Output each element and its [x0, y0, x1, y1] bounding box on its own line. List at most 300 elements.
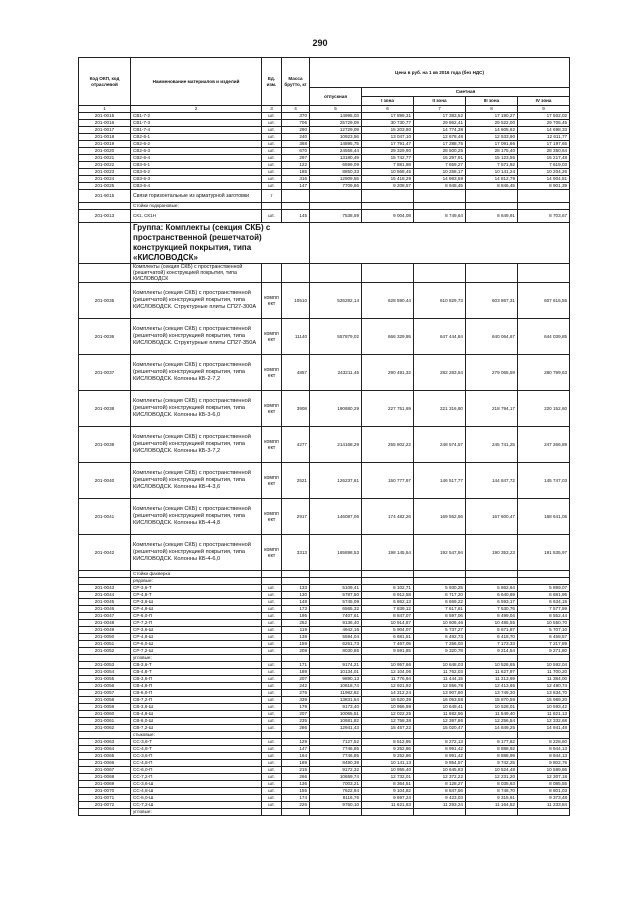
table-cell — [310, 223, 570, 264]
table-cell — [282, 655, 310, 662]
table-cell — [518, 655, 570, 662]
row-mass: 235 — [282, 718, 310, 725]
row-price: 7 617,61 — [414, 606, 466, 613]
row-price: 10 258,17 — [414, 169, 466, 176]
row-unit: шт. — [262, 176, 282, 183]
row-name: СР-6,0-Ш — [131, 641, 262, 648]
row-price: 12 372,22 — [414, 774, 466, 781]
row-price: 16 053,58 — [414, 697, 466, 704]
row-price: 557879,02 — [310, 319, 362, 355]
row-price: 28 500,25 — [414, 148, 466, 155]
header-number: 3 — [262, 106, 282, 113]
section-label: Стойки фахверка — [131, 571, 262, 578]
row-price: 221 316,80 — [414, 391, 466, 427]
row-name: СР-4,8-Т — [131, 592, 262, 599]
row-name: СР-4,8-Ш — [131, 634, 262, 641]
row-price: 17 091,66 — [466, 141, 518, 148]
row-price: 9 271,80 — [518, 648, 570, 655]
row-price: 8 944,13 — [518, 753, 570, 760]
row-price: 17 288,75 — [414, 141, 466, 148]
table-cell — [310, 190, 362, 203]
table-row — [79, 283, 570, 319]
row-price: 12 758,38 — [362, 718, 414, 725]
table-cell — [310, 264, 362, 283]
row-unit: шт. — [262, 162, 282, 169]
row-name: СР-7,2-П — [131, 620, 262, 627]
row-unit: шт. — [262, 697, 282, 704]
row-price: 14 849,25 — [466, 725, 518, 732]
row-price: 190680,29 — [310, 391, 362, 427]
row-unit: шт. — [262, 155, 282, 162]
row-price: 9172,32 — [310, 767, 362, 774]
row-mass: 670 — [282, 148, 310, 155]
row-price: 7746,85 — [310, 746, 362, 753]
row-price: 13 834,70 — [518, 690, 570, 697]
row-price: 16 520,39 — [362, 697, 414, 704]
row-code: 201-0037 — [79, 355, 131, 391]
row-price: 192 547,94 — [414, 535, 466, 571]
row-mass: 4277 — [282, 427, 310, 463]
row-price: 11 384,00 — [518, 676, 570, 683]
row-price: 603 867,31 — [466, 283, 518, 319]
table-cell — [282, 578, 310, 585]
row-price: 15 217,48 — [518, 155, 570, 162]
row-price: 12 413,65 — [466, 683, 518, 690]
row-code: 201-0065 — [79, 753, 131, 760]
row-name: Комплекты (секция СКБ) с пространственной (решетчатой) конструкцией покрытия, типа КИСЛОВОДСК. Колонны КБ-3-6,0 — [131, 391, 262, 427]
row-code: 201-0018 — [79, 134, 131, 141]
section-row — [79, 578, 570, 585]
row-price: 8 703,67 — [518, 210, 570, 223]
row-unit: шт. — [262, 774, 282, 781]
row-price: 13180,49 — [310, 155, 362, 162]
table-row — [79, 627, 570, 634]
row-code: 201-0015 — [79, 113, 131, 120]
table-row — [79, 760, 570, 767]
row-unit: шт. — [262, 148, 282, 155]
row-price: 9174,21 — [310, 662, 362, 669]
row-name: СВ3-6-1 — [131, 162, 262, 169]
row-price: 8 228,60 — [518, 739, 570, 746]
row-price: 7 619,03 — [518, 162, 570, 169]
row-price: 7 173,33 — [466, 641, 518, 648]
row-price: 11 444,15 — [414, 676, 466, 683]
table-cell — [466, 655, 518, 662]
group-title-row — [79, 223, 570, 264]
row-price: 6 912,58 — [362, 592, 414, 599]
row-name: СС-4,8-П — [131, 760, 262, 767]
row-code: 201-9015 — [79, 190, 131, 203]
row-price: 6 593,17 — [466, 599, 518, 606]
table-row — [79, 210, 570, 223]
table-row — [79, 711, 570, 718]
row-code: 201-0068 — [79, 774, 131, 781]
row-price: 12 022,25 — [362, 711, 414, 718]
row-price: 12 732,01 — [362, 774, 414, 781]
row-price: 15 457,22 — [362, 725, 414, 732]
row-code: 201-0047 — [79, 613, 131, 620]
header-row — [79, 58, 570, 88]
header-number: 5 — [310, 106, 362, 113]
row-unit: шт. — [262, 585, 282, 592]
row-price: 8 649,91 — [466, 210, 518, 223]
row-price: 14 774,38 — [414, 127, 466, 134]
header-unit: Ед. изм. — [262, 58, 282, 106]
group-subtitle: Комплекты (секция СКБ) с пространственной (решетчатой) конструкцией покрытия, типа КИСЛОВОДСК — [131, 264, 262, 283]
row-price: 9 208,57 — [362, 183, 414, 190]
row-mass: 252 — [282, 620, 310, 627]
table-cell — [362, 578, 414, 585]
row-price: 10 593,42 — [518, 704, 570, 711]
table-row — [79, 634, 570, 641]
table-row — [79, 319, 570, 355]
table-row — [79, 190, 570, 203]
row-price: 145 747,03 — [518, 463, 570, 499]
row-code: 201-0042 — [79, 535, 131, 571]
row-unit: шт. — [262, 718, 282, 725]
row-mass: 147 — [282, 183, 310, 190]
row-unit: шт. — [262, 711, 282, 718]
row-mass: 119 — [282, 627, 310, 634]
row-name: СВ2-6-3 — [131, 148, 262, 155]
table-cell — [262, 203, 282, 210]
table-row — [79, 499, 570, 535]
row-price: 8 597,06 — [414, 613, 466, 620]
table-cell — [518, 190, 570, 203]
row-mass: 195 — [282, 613, 310, 620]
row-unit: шт. — [262, 662, 282, 669]
table-cell — [282, 190, 310, 203]
row-code: 201-0025 — [79, 183, 131, 190]
row-price: 10 914,87 — [362, 620, 414, 627]
row-unit: шт. — [262, 746, 282, 753]
section-label: рядовые: — [131, 578, 262, 585]
section-row — [79, 203, 570, 210]
table-cell — [79, 809, 131, 816]
row-price: 14995,03 — [310, 113, 362, 120]
table-cell — [362, 809, 414, 816]
row-code: 201-0049 — [79, 627, 131, 634]
row-code: 201-0051 — [79, 641, 131, 648]
row-price: 10818,74 — [310, 683, 362, 690]
row-price: 15 418,29 — [362, 176, 414, 183]
row-unit: компл ект — [262, 463, 282, 499]
row-price: 14 312,24 — [362, 690, 414, 697]
row-price: 10681,82 — [310, 718, 362, 725]
row-mass: 208 — [282, 648, 310, 655]
row-mass: 130 — [282, 592, 310, 599]
row-price: 8 085,55 — [518, 781, 570, 788]
table-cell — [362, 655, 414, 662]
header-zone: III зона — [466, 97, 518, 106]
row-price: 7746,85 — [310, 753, 362, 760]
row-code: 201-0058 — [79, 697, 131, 704]
row-price: 12 307,18 — [518, 774, 570, 781]
row-unit: шт. — [262, 739, 282, 746]
row-price: 29 705,45 — [518, 120, 570, 127]
table-row — [79, 648, 570, 655]
row-price: 10 141,24 — [466, 169, 518, 176]
row-price: 8030,85 — [310, 648, 362, 655]
row-code: 201-0061 — [79, 718, 131, 725]
row-code: 201-0060 — [79, 711, 131, 718]
header-numbers-row — [79, 106, 570, 113]
row-price: 10 528,01 — [466, 704, 518, 711]
row-price: 7 571,92 — [466, 162, 518, 169]
table-cell — [466, 809, 518, 816]
row-unit: компл ект — [262, 427, 282, 463]
row-name: СС-3,6-Ш — [131, 781, 262, 788]
table-cell — [79, 571, 131, 578]
row-mass: 164 — [282, 753, 310, 760]
table-cell — [466, 264, 518, 283]
row-price: 15 870,59 — [466, 697, 518, 704]
table-cell — [262, 655, 282, 662]
row-name: СС-7,2-Ш — [131, 802, 262, 809]
table-cell — [466, 571, 518, 578]
row-code: 201-0013 — [79, 210, 131, 223]
row-unit: шт. — [262, 120, 282, 127]
header-number: 2 — [131, 106, 262, 113]
row-price: 14 983,59 — [414, 176, 466, 183]
table-cell — [310, 655, 362, 662]
row-name: СС-6,0-П — [131, 767, 262, 774]
row-price: 7622,94 — [310, 788, 362, 795]
row-price: 12909,55 — [310, 176, 362, 183]
table-cell — [282, 264, 310, 283]
header-number: 6 — [362, 106, 414, 113]
row-price: 7 256,03 — [414, 641, 466, 648]
row-price: 10065,51 — [310, 711, 362, 718]
row-price: 6565,32 — [310, 606, 362, 613]
row-name: Комплекты (секция СКБ) с пространственной (решетчатой) конструкцией покрытия, типа КИСЛОВОДСК. Колонны КБ-4-4,8 — [131, 499, 262, 535]
row-price: 15 969,20 — [518, 697, 570, 704]
row-price: 11 164,52 — [466, 802, 518, 809]
row-code: 201-0056 — [79, 683, 131, 690]
row-price: 13 749,30 — [466, 690, 518, 697]
row-code: 201-0071 — [79, 795, 131, 802]
table-cell — [414, 264, 466, 283]
table-row — [79, 613, 570, 620]
row-mass: 174 — [282, 795, 310, 802]
row-price: 9173,40 — [310, 704, 362, 711]
row-unit: шт. — [262, 599, 282, 606]
row-code: 201-0070 — [79, 788, 131, 795]
row-mass: 207 — [282, 711, 310, 718]
row-code: 201-0039 — [79, 427, 131, 463]
row-price: 11 682,56 — [414, 711, 466, 718]
row-price: 6 458,57 — [518, 634, 570, 641]
row-code: 201-0072 — [79, 802, 131, 809]
row-price: 9 004,08 — [362, 210, 414, 223]
table-row — [79, 802, 570, 809]
row-price: 9136,40 — [310, 620, 362, 627]
row-price: 8 499,04 — [466, 613, 518, 620]
row-name: Комплекты (секция СКБ) с пространственной (решетчатой) конструкцией покрытия, типа КИСЛОВОДСК. Структурные плиты СП27-350А — [131, 319, 262, 355]
row-mass: 11140 — [282, 319, 310, 355]
row-price: 8 846,45 — [466, 183, 518, 190]
row-price: 9 742,25 — [466, 760, 518, 767]
table-cell — [310, 732, 362, 739]
row-price: 17 791,47 — [362, 141, 414, 148]
row-price: 12 921,92 — [362, 683, 414, 690]
table-row — [79, 176, 570, 183]
row-code: 201-0043 — [79, 585, 131, 592]
row-price: 280 799,63 — [518, 355, 570, 391]
page-number: 290 — [312, 38, 328, 48]
row-price: 11 700,20 — [518, 669, 570, 676]
row-price: 9760,10 — [310, 802, 362, 809]
row-unit: шт. — [262, 795, 282, 802]
row-price: 5745,09 — [310, 599, 362, 606]
table-row — [79, 662, 570, 669]
row-price: 248 574,57 — [414, 427, 466, 463]
row-unit: шт. — [262, 113, 282, 120]
row-price: 169 552,56 — [414, 499, 466, 535]
row-mass: 10510 — [282, 283, 310, 319]
table-row — [79, 704, 570, 711]
table-row — [79, 725, 570, 732]
row-price: 7 577,59 — [518, 606, 570, 613]
row-price: 14895,75 — [310, 141, 362, 148]
table-row — [79, 767, 570, 774]
row-name: СС-4,8-Т — [131, 746, 262, 753]
row-price: 146087,06 — [310, 499, 362, 535]
row-code: 201-0023 — [79, 169, 131, 176]
table-cell — [414, 190, 466, 203]
row-price: 10 550,70 — [518, 620, 570, 627]
row-price: 14 812,79 — [466, 176, 518, 183]
row-name: Комплекты (секция СКБ) с пространственной (решетчатой) конструкцией покрытия, типа КИСЛОВОДСК. Колонны КБ-4-6,0 — [131, 535, 262, 571]
table-cell — [414, 578, 466, 585]
row-price: 5787,50 — [310, 592, 362, 599]
row-unit: шт. — [262, 683, 282, 690]
row-price: 190 353,23 — [466, 535, 518, 571]
table-cell — [518, 732, 570, 739]
row-price: 8 128,27 — [414, 781, 466, 788]
row-price: 29 329,90 — [362, 148, 414, 155]
row-mass: 368 — [282, 141, 310, 148]
row-price: 14 698,33 — [518, 127, 570, 134]
row-price: 28 175,40 — [466, 148, 518, 155]
row-price: 6 102,71 — [362, 585, 414, 592]
table-cell — [310, 809, 362, 816]
table-cell — [362, 203, 414, 210]
table-cell — [362, 190, 414, 203]
table-row — [79, 718, 570, 725]
row-code: 201-0022 — [79, 162, 131, 169]
row-price: 10 648,03 — [414, 662, 466, 669]
row-name: СВ2-6-2 — [131, 141, 262, 148]
row-name: СС-6,0-Ш — [131, 795, 262, 802]
table-row — [79, 781, 570, 788]
row-price: 24556,44 — [310, 148, 362, 155]
row-price: 8 847,56 — [414, 788, 466, 795]
row-price: 10 649,41 — [414, 704, 466, 711]
row-mass: 215 — [282, 767, 310, 774]
row-price: 15 297,91 — [414, 155, 466, 162]
row-mass: 240 — [282, 134, 310, 141]
row-code: 201-0044 — [79, 592, 131, 599]
row-price: 12729,09 — [310, 127, 362, 134]
row-price: 167 600,47 — [466, 499, 518, 535]
table-row — [79, 169, 570, 176]
header-number: 4 — [282, 106, 310, 113]
row-mass: 155 — [282, 788, 310, 795]
table-row — [79, 113, 570, 120]
row-price: 168 641,05 — [518, 499, 570, 535]
row-mass: 2917 — [282, 499, 310, 535]
row-price: 6 862,13 — [362, 599, 414, 606]
row-price: 255 802,22 — [362, 427, 414, 463]
row-name: СВ-3,6-П — [131, 676, 262, 683]
row-price: 29 522,00 — [466, 120, 518, 127]
table-row — [79, 148, 570, 155]
section-label: Стойки подкрановые: — [131, 203, 262, 210]
row-unit: шт. — [262, 760, 282, 767]
row-unit: компл ект — [262, 355, 282, 391]
row-price: 11 627,97 — [466, 669, 518, 676]
row-price: 17 197,65 — [518, 141, 570, 148]
row-price: 12 256,54 — [466, 718, 518, 725]
row-price: 12 533,90 — [466, 134, 518, 141]
row-price: 28 350,64 — [518, 148, 570, 155]
row-price: 10 606,46 — [414, 620, 466, 627]
row-code: 201-0048 — [79, 620, 131, 627]
table-row — [79, 774, 570, 781]
row-code: 201-0036 — [79, 319, 131, 355]
section-label: угловые: — [131, 809, 262, 816]
table-cell — [518, 571, 570, 578]
row-unit: шт. — [262, 134, 282, 141]
row-price: 9 854,57 — [414, 760, 466, 767]
row-price: 10659,74 — [310, 774, 362, 781]
table-cell — [282, 732, 310, 739]
row-name: СВ2-6-1 — [131, 134, 262, 141]
row-price: 12 611,77 — [518, 134, 570, 141]
row-price: 11 293,24 — [414, 802, 466, 809]
row-mass: 286 — [282, 725, 310, 732]
row-code: 201-0064 — [79, 746, 131, 753]
row-price: 8 749,64 — [414, 210, 466, 223]
row-price: 5 930,25 — [414, 585, 466, 592]
row-price: 6 681,51 — [362, 634, 414, 641]
row-code: 201-0017 — [79, 127, 131, 134]
table-cell — [466, 578, 518, 585]
row-price: 9 252,86 — [362, 753, 414, 760]
row-mass: 185 — [282, 169, 310, 176]
row-unit: компл ект — [262, 391, 282, 427]
row-price: 6 681,95 — [518, 592, 570, 599]
row-mass: 316 — [282, 176, 310, 183]
header-zone: I зона — [362, 97, 414, 106]
table-cell — [79, 223, 131, 264]
row-unit: шт. — [262, 627, 282, 634]
row-price: 6 634,15 — [518, 599, 570, 606]
row-price: 8490,39 — [310, 760, 362, 767]
row-price: 8116,76 — [310, 795, 362, 802]
row-price: 8 272,13 — [414, 739, 466, 746]
row-price: 174 482,26 — [362, 499, 414, 535]
table-cell — [466, 732, 518, 739]
row-price: 12 556,78 — [414, 683, 466, 690]
row-unit: шт. — [262, 169, 282, 176]
table-cell — [79, 203, 131, 210]
section-label: стыковые: — [131, 732, 262, 739]
table-row — [79, 120, 570, 127]
row-code: 201-0038 — [79, 391, 131, 427]
row-price: 282 283,54 — [414, 355, 466, 391]
